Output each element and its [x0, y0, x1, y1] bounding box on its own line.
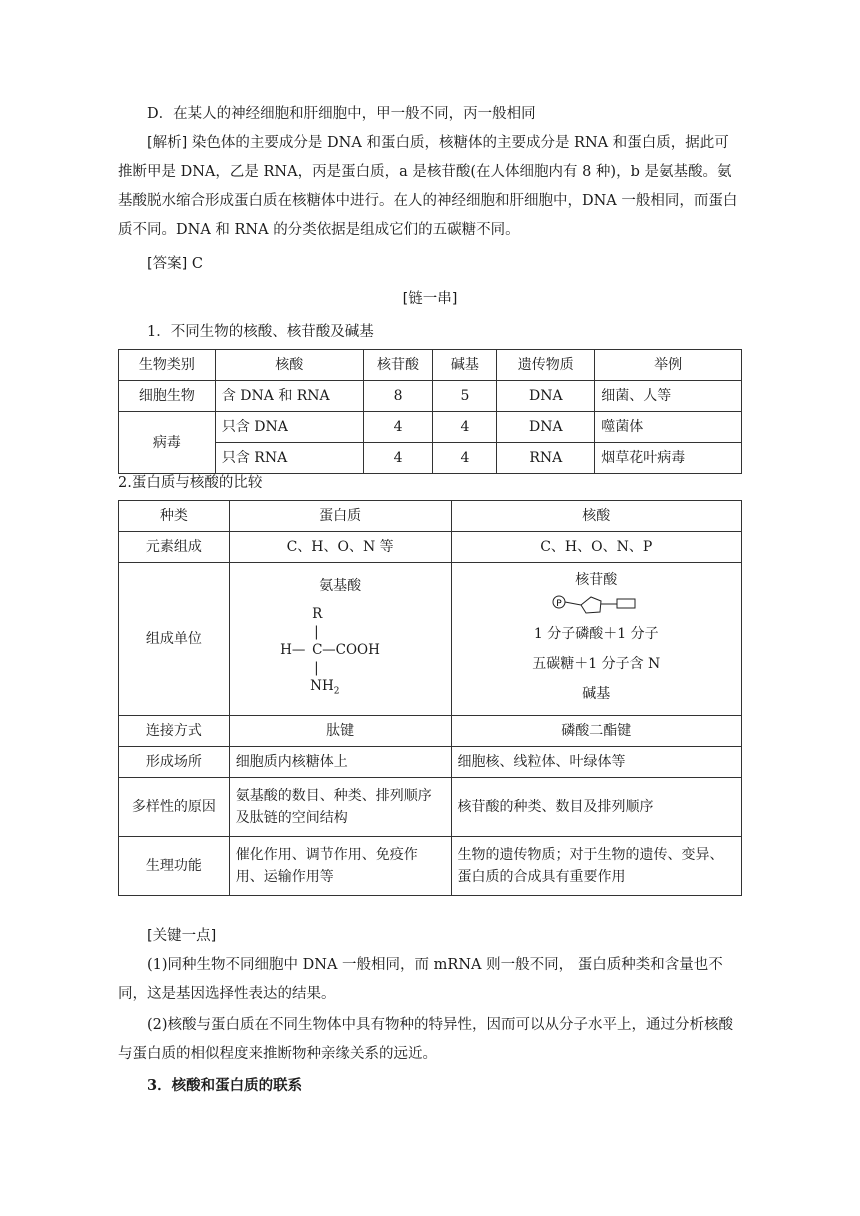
header-cell: 核苷酸 — [363, 350, 433, 381]
alpha-carbon: C — [312, 642, 323, 658]
h-atom: H— — [280, 642, 306, 658]
comparison-table — [118, 500, 742, 896]
analysis-tag: [解析] — [147, 135, 188, 151]
table-cell: 细胞生物 — [119, 381, 216, 412]
table-cell: 氨基酸的数目、种类、排列顺序及肽链的空间结构 — [229, 778, 451, 837]
table-cell: 4 — [363, 412, 433, 443]
header-cell: 遗传物质 — [497, 350, 595, 381]
nucleotide-schematic — [551, 591, 641, 617]
table-cell: DNA — [497, 412, 595, 443]
header-cell: 蛋白质 — [229, 501, 451, 532]
phosphate-label: P — [556, 599, 562, 609]
table-row — [119, 747, 742, 778]
table-cell: 催化作用、调节作用、免疫作用、运输作用等 — [229, 837, 451, 896]
table-cell: 8 — [363, 381, 433, 412]
amino-acid-cell — [229, 563, 451, 716]
table-cell: 只含 RNA — [215, 443, 363, 474]
header-cell: 核酸 — [451, 501, 741, 532]
table-row — [119, 381, 742, 412]
table-cell: 组成单位 — [119, 563, 230, 716]
table-row — [119, 563, 742, 716]
table-cell: 含 DNA 和 RNA — [215, 381, 363, 412]
carboxyl-group: —COOH — [322, 642, 380, 658]
table-cell: 元素组成 — [119, 532, 230, 563]
key-point-2: (2)核酸与蛋白质在不同生物体中具有物种的特异性，因而可以从分子水平上，通过分析核酸与蛋白质的相似程度来推断物种亲缘关系的远近。 — [118, 1017, 734, 1062]
item-3-heading: 3．核酸和蛋白质的联系 — [147, 1077, 303, 1094]
table-cell: 细胞核、线粒体、叶绿体等 — [451, 747, 741, 778]
answer-value: C — [187, 256, 204, 272]
r-group: R — [312, 606, 323, 622]
table-cell: 核苷酸的种类、数目及排列顺序 — [451, 778, 741, 837]
table-cell: 噬菌体 — [595, 412, 742, 443]
phosphate-bond — [565, 602, 581, 605]
amino-group — [310, 675, 339, 703]
answer-tag: [答案] — [147, 256, 188, 272]
table-cell: 连接方式 — [119, 716, 230, 747]
answer-line — [118, 250, 742, 279]
table-cell: RNA — [497, 443, 595, 474]
table-cell: 烟草花叶病毒 — [595, 443, 742, 474]
amino-group-text: NH — [310, 678, 334, 694]
header-cell: 碱基 — [433, 350, 497, 381]
bond-up: | — [314, 624, 319, 640]
base-rect — [617, 599, 635, 608]
table-header-row — [119, 501, 742, 532]
table-cell: 4 — [363, 443, 433, 474]
table-row — [119, 778, 742, 837]
header-cell: 举例 — [595, 350, 742, 381]
pentose-ring — [581, 597, 601, 613]
table-cell: 只含 DNA — [215, 412, 363, 443]
table-cell: 细胞质内核糖体上 — [229, 747, 451, 778]
table1-title: 1．不同生物的核酸、核苷酸及碱基 — [147, 324, 374, 340]
table-cell: 5 — [433, 381, 497, 412]
nucleic-acid-table — [118, 349, 742, 474]
amino-acid-name: 氨基酸 — [319, 578, 362, 594]
table-header-row — [119, 350, 742, 381]
option-d: D．在某人的神经细胞和肝细胞中，甲一般不同，丙一般相同 — [147, 106, 536, 122]
nucleotide-name: 核苷酸 — [575, 572, 618, 588]
table-row — [119, 837, 742, 896]
table-row — [119, 412, 742, 443]
table-cell: C、H、O、N 等 — [229, 532, 451, 563]
table-row — [119, 532, 742, 563]
table-cell: 形成场所 — [119, 747, 230, 778]
table-cell: 细菌、人等 — [595, 381, 742, 412]
nucleotide-cell — [451, 563, 741, 716]
key-point-tag: [关键一点] — [147, 928, 217, 944]
key-point-1: (1)同种生物不同细胞中 DNA 一般相同，而 mRNA 则一般不同， 蛋白质种类和含量也不同，这是基因选择性表达的结果。 — [118, 957, 723, 1002]
table-cell: 磷酸二酯键 — [451, 716, 741, 747]
table-cell: 生理功能 — [119, 837, 230, 896]
table-cell: 多样性的原因 — [119, 778, 230, 837]
header-cell: 种类 — [119, 501, 230, 532]
nucleotide-line1: 1 分子磷酸＋1 分子 — [533, 626, 659, 642]
amino-group-subscript: 2 — [333, 686, 340, 697]
table-cell: 4 — [433, 443, 497, 474]
table-cell: C、H、O、N、P — [451, 532, 741, 563]
nucleotide-diagram — [458, 591, 735, 619]
nucleotide-line2: 五碳糖＋1 分子含 N — [532, 656, 661, 672]
table-cell: 生物的遗传物质；对于生物的遗传、变异、蛋白质的合成具有重要作用 — [451, 837, 741, 896]
header-cell: 核酸 — [215, 350, 363, 381]
table-cell: 肽键 — [229, 716, 451, 747]
section-title: [链一串] — [402, 291, 458, 307]
table-row — [119, 716, 742, 747]
table-cell: DNA — [497, 381, 595, 412]
nucleotide-line3: 碱基 — [582, 686, 611, 702]
table-cell: 病毒 — [119, 412, 216, 474]
bond-down: | — [314, 660, 319, 676]
header-cell: 生物类别 — [119, 350, 216, 381]
table-cell: 4 — [433, 412, 497, 443]
analysis-paragraph — [118, 129, 742, 245]
amino-acid-structure — [280, 603, 400, 703]
analysis-text: 染色体的主要成分是 DNA 和蛋白质，核糖体的主要成分是 RNA 和蛋白质，据此可推断甲是 DNA，乙是 RNA，丙是蛋白质，a 是核苷酸(在人体细胞内有 8 种)，b 是氨基酸。氨基酸脱水缩合形成蛋白质在核糖体中进行。在人的神经细胞和肝细胞中，DNA 一般相同，而蛋白质不同。DNA 和 RNA 的分类依据是组成它们的五碳糖不同。 — [118, 135, 738, 238]
table2-title: 2.蛋白质与核酸的比较 — [118, 475, 263, 491]
